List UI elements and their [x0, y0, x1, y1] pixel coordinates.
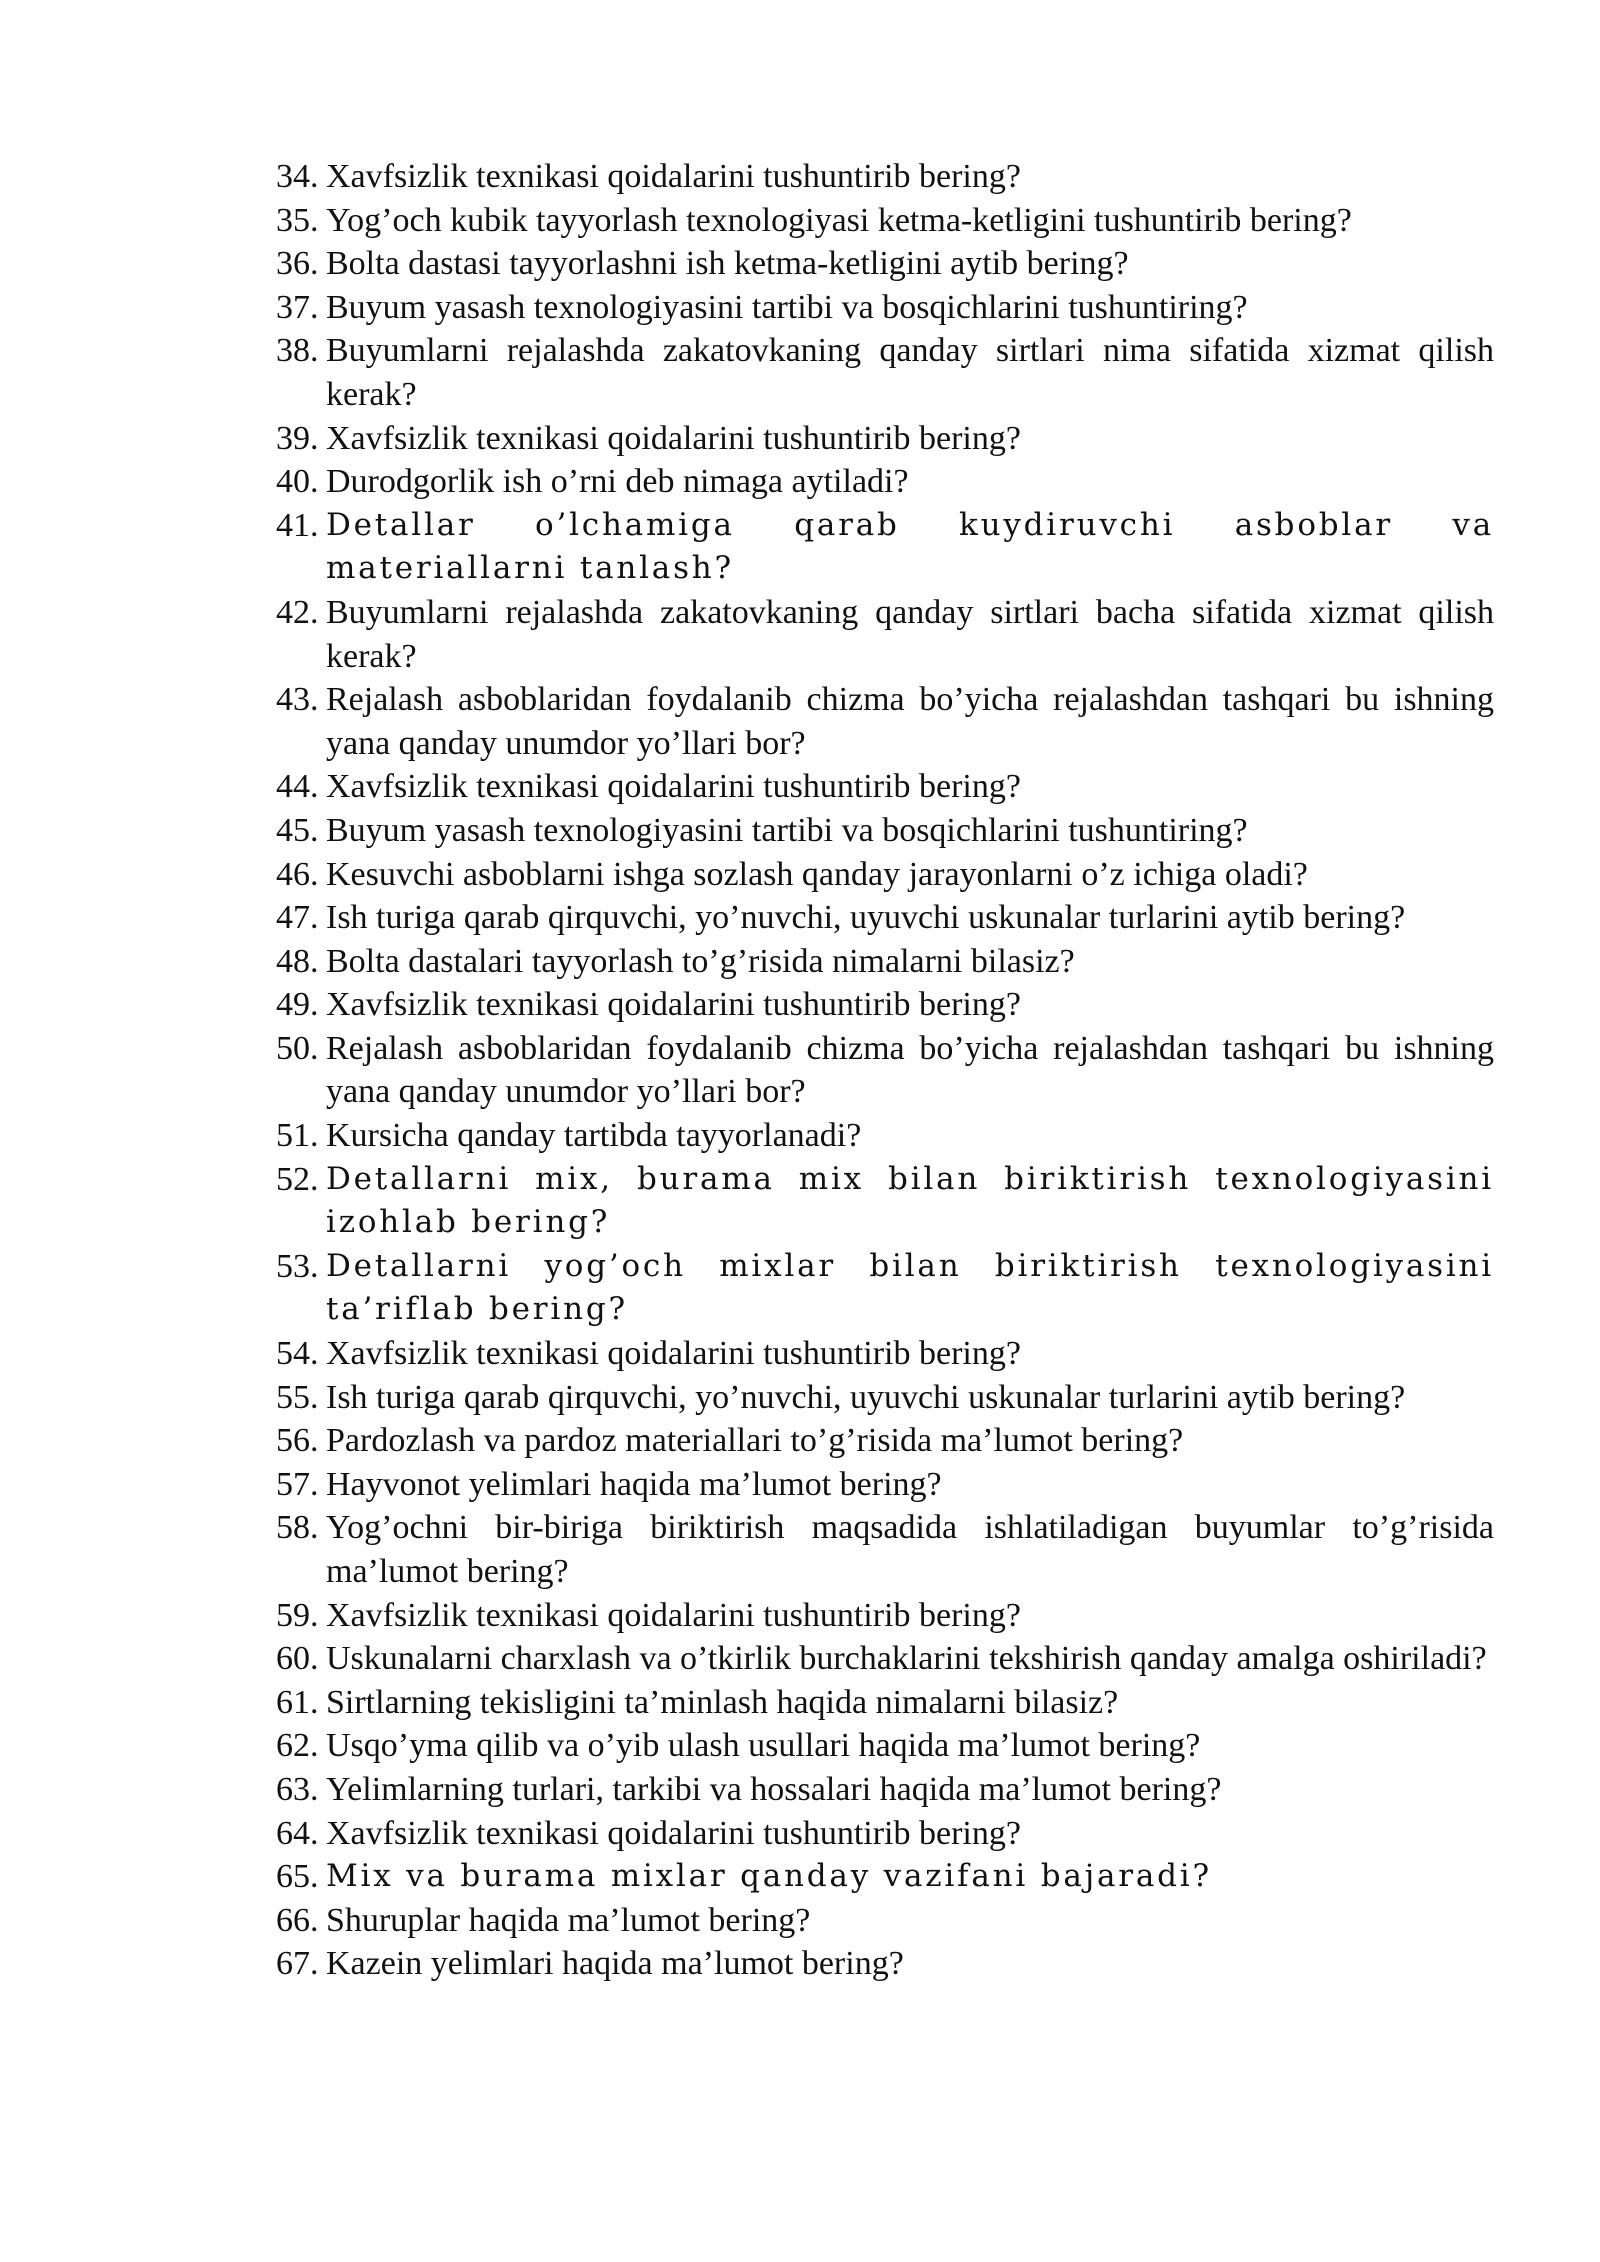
question-text: Xavfsizlik texnikasi qoidalarini tushuntirib bering?: [326, 419, 1021, 457]
question-text: Hayvonot yelimlari haqida ma’lumot bering?: [326, 1465, 942, 1503]
question-text: Detallarni mix, burama mix bilan biriktirish texnologiyasini izohlab bering?: [326, 1160, 1494, 1241]
question-number: 57.: [276, 1465, 319, 1503]
question-text: Detallarni yog’och mixlar bilan biriktirish texnologiyasini ta’riflab bering?: [326, 1247, 1494, 1328]
question-text: Bolta dastalari tayyorlash to’g’risida nimalarni bilasiz?: [326, 942, 1075, 980]
question-item: [276, 286, 1494, 330]
question-text: Xavfsizlik texnikasi qoidalarini tushuntirib bering?: [326, 1335, 1021, 1373]
question-item: [276, 1332, 1494, 1376]
question-text: Uskunalarni charxlash va o’tkirlik burchaklarini tekshirish qanday amalga oshiriladi?: [326, 1640, 1487, 1678]
question-text: Buyumlarni rejalashda zakatovkaning qanday sirtlari nima sifatida xizmat qilish kerak?: [326, 332, 1494, 413]
question-item: [276, 1506, 1494, 1593]
question-text: Xavfsizlik texnikasi qoidalarini tushuntirib bering?: [326, 1596, 1021, 1634]
question-number: 66.: [276, 1901, 319, 1939]
question-item: [276, 504, 1494, 591]
question-item: [276, 678, 1494, 765]
question-text: Rejalash asboblaridan foydalanib chizma bo’yicha rejalashdan tashqari bu ishning yana qanday unumdor yo’llari bor?: [326, 1029, 1494, 1111]
question-number: 59.: [276, 1596, 319, 1634]
question-item: [276, 1419, 1494, 1463]
question-number: 67.: [276, 1945, 319, 1983]
question-item: [276, 853, 1494, 897]
question-number: 53.: [276, 1247, 319, 1285]
question-number: 56.: [276, 1422, 319, 1460]
question-text: Yog’och kubik tayyorlash texnologiyasi ketma-ketligini tushuntirib bering?: [326, 201, 1352, 239]
question-text: Shuruplar haqida ma’lumot bering?: [326, 1901, 811, 1939]
question-text: Durodgorlik ish o’rni deb nimaga aytiladi?: [326, 463, 909, 501]
question-text: Xavfsizlik texnikasi qoidalarini tushuntirib bering?: [326, 1814, 1021, 1852]
question-number: 40.: [276, 463, 319, 501]
question-text: Buyumlarni rejalashda zakatovkaning qanday sirtlari bacha sifatida xizmat qilish kerak?: [326, 593, 1494, 675]
question-number: 64.: [276, 1814, 319, 1852]
question-item: [276, 1681, 1494, 1725]
question-item: [276, 1158, 1494, 1245]
question-text: Detallar o’lchamiga qarab kuydiruvchi asboblar va materiallarni tanlash?: [326, 506, 1494, 587]
question-number: 49.: [276, 986, 319, 1024]
question-text: Usqo’yma qilib va o’yib ulash usullari haqida ma’lumot bering?: [326, 1727, 1201, 1765]
question-number: 55.: [276, 1378, 319, 1416]
question-item: [276, 329, 1494, 416]
question-number: 58.: [276, 1509, 319, 1547]
question-item: [276, 155, 1494, 199]
question-item: [276, 1855, 1494, 1899]
question-item: [276, 199, 1494, 243]
question-number: 51.: [276, 1117, 319, 1155]
question-text: Kazein yelimlari haqida ma’lumot bering?: [326, 1945, 904, 1983]
question-item: [276, 1027, 1494, 1114]
question-text: Bolta dastasi tayyorlashni ish ketma-ketligini aytib bering?: [326, 245, 1129, 283]
question-text: Sirtlarning tekisligini ta’minlash haqida nimalarni bilasiz?: [326, 1683, 1119, 1721]
question-number: 48.: [276, 942, 319, 980]
question-item: [276, 460, 1494, 504]
question-number: 47.: [276, 899, 319, 937]
question-item: [276, 1463, 1494, 1507]
question-number: 65.: [276, 1858, 319, 1896]
question-text: Buyum yasash texnologiyasini tartibi va bosqichlarini tushuntiring?: [326, 811, 1248, 849]
question-text: Kesuvchi asboblarni ishga sozlash qanday jarayonlarni o’z ichiga oladi?: [326, 855, 1308, 893]
question-item: [276, 1376, 1494, 1420]
question-item: [276, 1594, 1494, 1638]
question-text: Yelimlarning turlari, tarkibi va hossalari haqida ma’lumot bering?: [326, 1770, 1222, 1808]
question-item: [276, 1942, 1494, 1986]
question-item: [276, 896, 1494, 940]
question-text: Yog’ochni bir-biriga biriktirish maqsadida ishlatiladigan buyumlar to’g’risida ma’lumot bering?: [326, 1509, 1494, 1590]
question-number: 54.: [276, 1335, 319, 1373]
question-number: 52.: [276, 1160, 319, 1198]
question-number: 60.: [276, 1640, 319, 1678]
question-item: [276, 1768, 1494, 1812]
question-text: Xavfsizlik texnikasi qoidalarini tushuntirib bering?: [326, 986, 1021, 1024]
question-list: [276, 155, 1494, 1986]
question-number: 42.: [276, 593, 319, 631]
question-text: Xavfsizlik texnikasi qoidalarini tushuntirib bering?: [326, 158, 1021, 195]
question-number: 50.: [276, 1029, 319, 1067]
question-number: 37.: [276, 288, 319, 326]
question-number: 35.: [276, 201, 319, 239]
question-item: [276, 1724, 1494, 1768]
question-item: [276, 940, 1494, 984]
question-item: [276, 1637, 1494, 1681]
question-number: 34.: [276, 158, 319, 195]
question-item: [276, 983, 1494, 1027]
question-text: Buyum yasash texnologiyasini tartibi va bosqichlarini tushuntiring?: [326, 288, 1248, 326]
question-text: Pardozlash va pardoz materiallari to’g’risida ma’lumot bering?: [326, 1422, 1184, 1460]
question-item: [276, 1899, 1494, 1943]
question-item: [276, 1245, 1494, 1332]
question-number: 43.: [276, 681, 319, 719]
question-item: [276, 242, 1494, 286]
question-item: [276, 765, 1494, 809]
question-number: 44.: [276, 768, 319, 806]
question-number: 63.: [276, 1770, 319, 1808]
question-text: Ish turiga qarab qirquvchi, yo’nuvchi, uyuvchi uskunalar turlarini aytib bering?: [326, 899, 1406, 937]
question-item: [276, 1812, 1494, 1856]
question-item: [276, 1114, 1494, 1158]
question-item: [276, 809, 1494, 853]
question-text: Kursicha qanday tartibda tayyorlanadi?: [326, 1117, 862, 1155]
question-number: 41.: [276, 506, 319, 544]
question-text: Ish turiga qarab qirquvchi, yo’nuvchi, uyuvchi uskunalar turlarini aytib bering?: [326, 1378, 1406, 1416]
question-number: 61.: [276, 1683, 319, 1721]
question-number: 36.: [276, 245, 319, 283]
question-number: 62.: [276, 1727, 319, 1765]
question-item: [276, 417, 1494, 461]
question-number: 38.: [276, 332, 319, 370]
question-item: [276, 591, 1494, 678]
question-number: 46.: [276, 855, 319, 893]
question-number: 39.: [276, 419, 319, 457]
question-number: 45.: [276, 811, 319, 849]
question-text: Rejalash asboblaridan foydalanib chizma bo’yicha rejalashdan tashqari bu ishning yana qanday unumdor yo’llari bor?: [326, 681, 1494, 762]
question-text: Xavfsizlik texnikasi qoidalarini tushuntirib bering?: [326, 768, 1021, 806]
question-text: Mix va burama mixlar qanday vazifani bajaradi?: [326, 1858, 1212, 1895]
